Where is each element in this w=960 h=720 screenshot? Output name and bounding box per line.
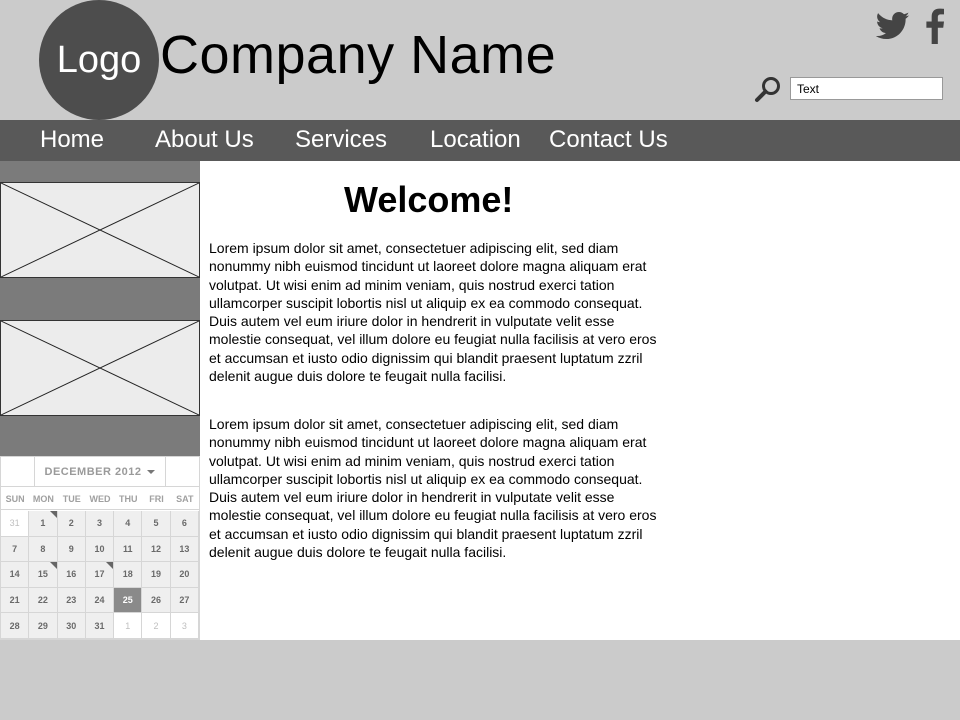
calendar-prev-button[interactable] xyxy=(1,457,35,487)
calendar-day[interactable]: 23 xyxy=(58,588,86,614)
calendar-widget xyxy=(0,456,200,640)
calendar-day[interactable]: 21 xyxy=(1,588,29,614)
body-paragraph: Lorem ipsum dolor sit amet, consectetuer adipiscing elit, sed diam nonummy nibh euismod tincidunt ut laoreet dolore magna aliquam erat volutpat. Ut wisi enim ad minim veniam, quis nostrud exerci tation ullamcorper suscipit lobortis nisl ut aliquip ex ea commodo consequat. Duis autem vel eum iriure dolor in hendrerit in vulputate velit esse molestie consequat, vel illum dolore eu feugiat nulla facilisis at vero eros et accumsan et iusto odio dignissim qui blandit praesent luptatum zzril delenit augue duis dolore te feugait nulla facilisi. xyxy=(209,416,657,561)
calendar-day[interactable]: 1 xyxy=(114,613,142,639)
calendar-day[interactable]: 26 xyxy=(142,588,170,614)
calendar-day[interactable]: 31 xyxy=(86,613,114,639)
calendar-day[interactable]: 15 xyxy=(29,562,57,588)
calendar-weekday: THU xyxy=(119,494,138,504)
calendar-month-label: DECEMBER 2012 xyxy=(44,466,142,478)
calendar-day[interactable]: 9 xyxy=(58,537,86,563)
calendar-day[interactable]: 14 xyxy=(1,562,29,588)
main-content xyxy=(200,161,960,640)
calendar-day[interactable]: 28 xyxy=(1,613,29,639)
calendar-weekday: MON xyxy=(32,494,54,504)
calendar-day[interactable]: 19 xyxy=(142,562,170,588)
calendar-weekdays xyxy=(1,488,199,510)
image-placeholder xyxy=(0,182,200,278)
calendar-day[interactable]: 29 xyxy=(29,613,57,639)
calendar-day[interactable]: 11 xyxy=(114,537,142,563)
search-icon[interactable] xyxy=(754,75,782,103)
nav-item-location[interactable]: Location xyxy=(430,126,521,153)
nav-item-about-us[interactable]: About Us xyxy=(155,126,254,153)
nav-item-home[interactable]: Home xyxy=(40,126,105,153)
nav-item-contact-us[interactable]: Contact Us xyxy=(549,126,668,153)
calendar-grid xyxy=(1,511,199,639)
calendar-day[interactable]: 13 xyxy=(171,537,199,563)
body-paragraph: Lorem ipsum dolor sit amet, consectetuer adipiscing elit, sed diam nonummy nibh euismod tincidunt ut laoreet dolore magna aliquam erat volutpat. Ut wisi enim ad minim veniam, quis nostrud exerci tation ullamcorper suscipit lobortis nisl ut aliquip ex ea commodo consequat. Duis autem vel eum iriure dolor in hendrerit in vulputate velit esse molestie consequat, vel illum dolore eu feugiat nulla facilisis at vero eros et accumsan et iusto odio dignissim qui blandit praesent luptatum zzril delenit augue duis dolore te feugait nulla facilisi. xyxy=(209,240,657,385)
chevron-down-icon xyxy=(147,470,155,474)
calendar-weekday: WED xyxy=(89,494,111,504)
logo[interactable]: Logo xyxy=(39,0,159,120)
calendar-day[interactable]: 31 xyxy=(1,511,29,537)
calendar-day[interactable]: 16 xyxy=(58,562,86,588)
calendar-day[interactable]: 8 xyxy=(29,537,57,563)
company-name: Company Name xyxy=(160,25,557,85)
calendar-weekday: TUE xyxy=(62,494,81,504)
calendar-day[interactable]: 2 xyxy=(58,511,86,537)
calendar-day[interactable]: 18 xyxy=(114,562,142,588)
twitter-icon[interactable] xyxy=(876,8,910,44)
image-placeholder xyxy=(0,320,200,416)
calendar-day[interactable]: 20 xyxy=(171,562,199,588)
calendar-day[interactable]: 3 xyxy=(86,511,114,537)
calendar-weekday: SAT xyxy=(176,494,194,504)
calendar-day[interactable]: 22 xyxy=(29,588,57,614)
calendar-day[interactable]: 17 xyxy=(86,562,114,588)
calendar-day[interactable]: 24 xyxy=(86,588,114,614)
calendar-day[interactable]: 5 xyxy=(142,511,170,537)
calendar-day[interactable]: 6 xyxy=(171,511,199,537)
main-nav xyxy=(0,120,960,161)
calendar-day[interactable]: 30 xyxy=(58,613,86,639)
calendar-day[interactable]: 27 xyxy=(171,588,199,614)
calendar-month-select[interactable] xyxy=(35,457,165,487)
calendar-day[interactable]: 10 xyxy=(86,537,114,563)
calendar-day[interactable]: 12 xyxy=(142,537,170,563)
calendar-header xyxy=(1,457,199,487)
search-input[interactable] xyxy=(790,77,943,100)
calendar-day[interactable]: 3 xyxy=(171,613,199,639)
facebook-icon[interactable] xyxy=(922,8,948,44)
site-header xyxy=(0,0,960,120)
nav-item-services[interactable]: Services xyxy=(295,126,388,153)
page-title: Welcome! xyxy=(344,179,514,220)
calendar-weekday: SUN xyxy=(5,494,25,504)
calendar-next-button[interactable] xyxy=(165,457,199,487)
calendar-day[interactable]: 1 xyxy=(29,511,57,537)
calendar-weekday: FRI xyxy=(149,494,164,504)
calendar-day[interactable]: 2 xyxy=(142,613,170,639)
calendar-day[interactable]: 7 xyxy=(1,537,29,563)
sidebar xyxy=(0,161,200,456)
footer xyxy=(0,640,960,720)
calendar-day[interactable]: 4 xyxy=(114,511,142,537)
calendar-day-today[interactable]: 25 xyxy=(114,588,142,614)
